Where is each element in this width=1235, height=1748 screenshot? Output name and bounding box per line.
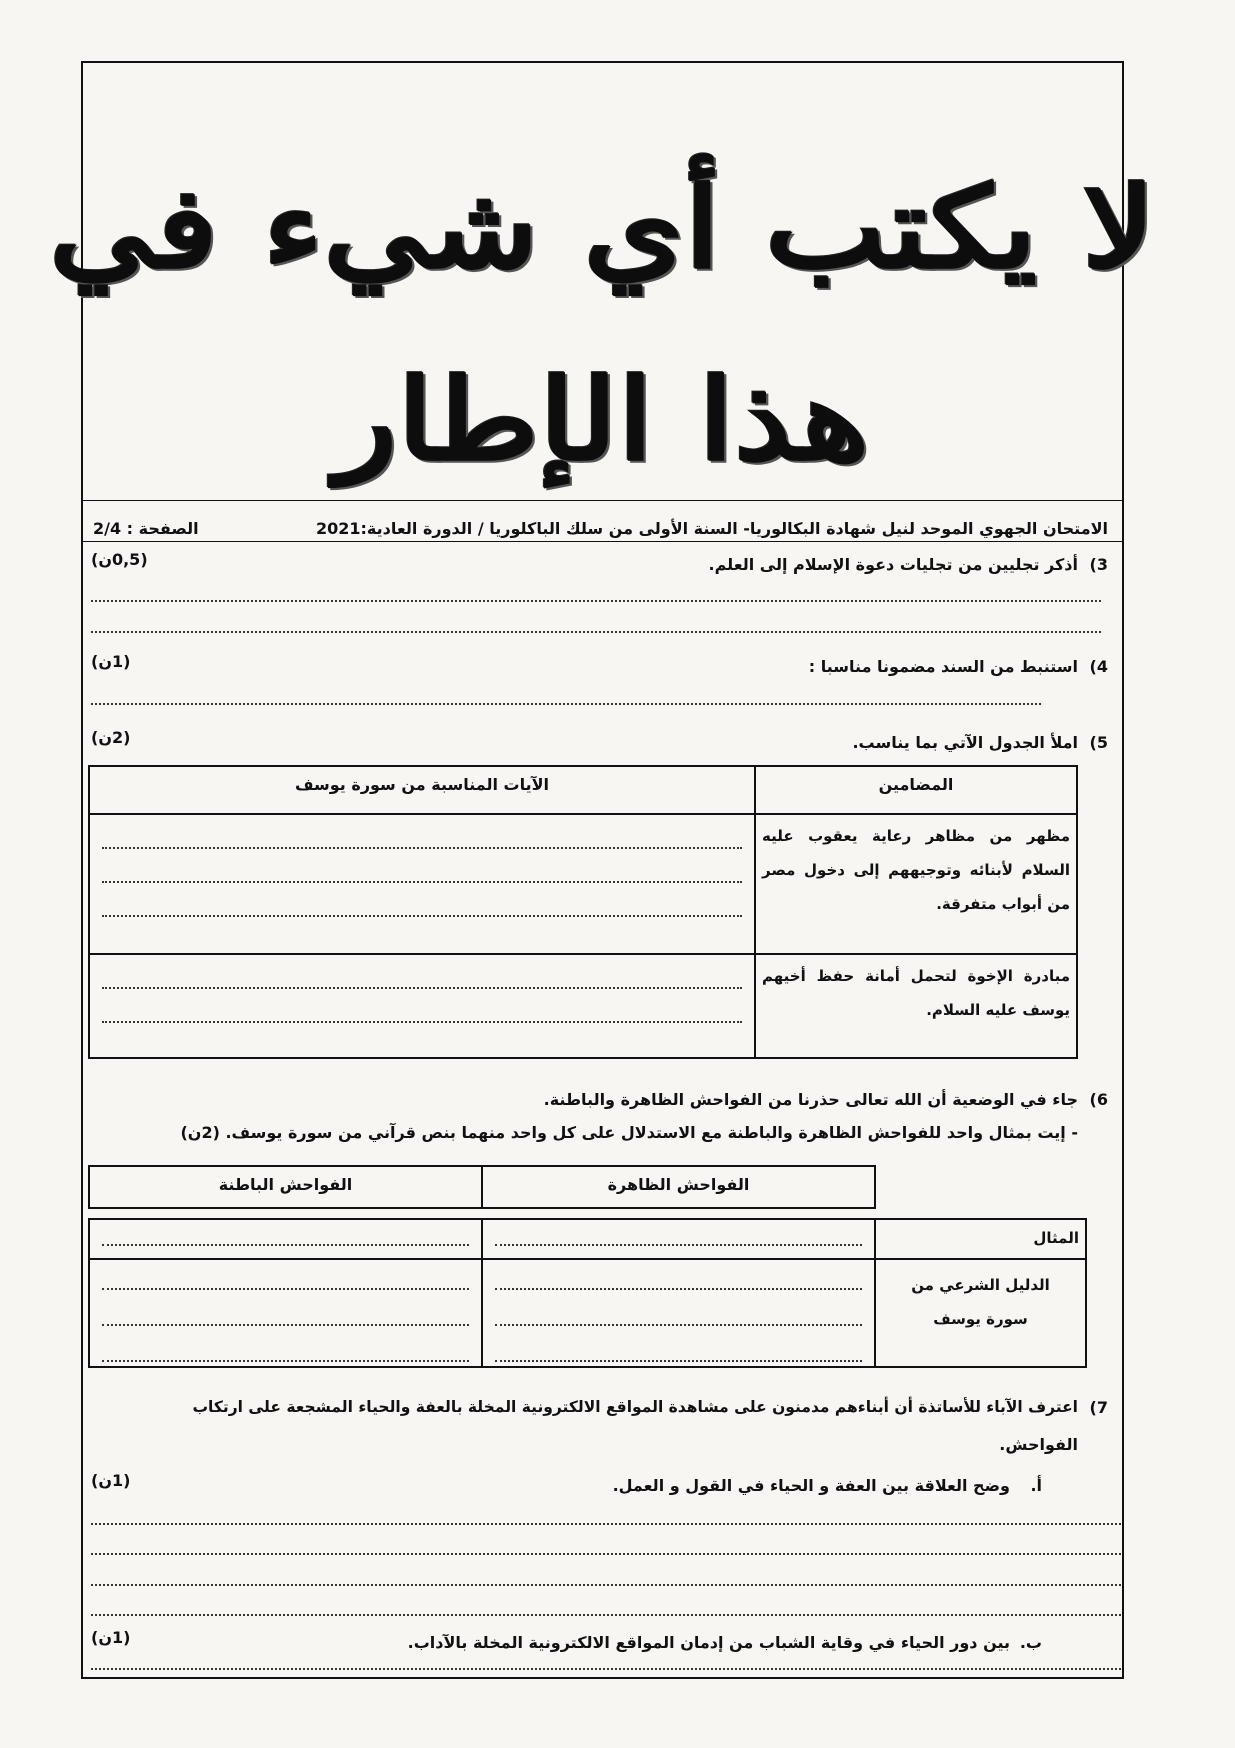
q6-header-apparent: الفواحش الظاهرة [481, 1165, 876, 1209]
answer-line[interactable] [91, 600, 1101, 602]
watermark-line1: لا يكتب أي شيء في [49, 163, 1156, 294]
q6-subtext: - إيت بمثال واحد للفواحش الظاهرة والباطنة مع الاستدلال على كل واحد منهما بنص قرآني من سورة يوسف. (2ن) [180, 1123, 1078, 1142]
q5-number: 5) [1089, 733, 1108, 752]
q6-number: 6) [1089, 1090, 1108, 1109]
q5-points: (2ن) [91, 728, 131, 747]
q7a-points: (1ن) [91, 1471, 131, 1490]
q7b-points: (1ن) [91, 1628, 131, 1647]
q6-row-evidence-label: الدليل الشرعي من سورة يوسف [874, 1258, 1087, 1368]
q5-text: املأ الجدول الآتي بما يناسب. [852, 733, 1078, 752]
q3-number: 3) [1089, 555, 1108, 574]
q6-evidence-apparent[interactable] [481, 1258, 876, 1368]
q6-header-hidden: الفواحش الباطنة [88, 1165, 483, 1209]
q7-text-line2: الفواحش. [999, 1435, 1078, 1454]
q6-evidence-hidden[interactable] [88, 1258, 483, 1368]
q3-points: (0,5ن) [91, 550, 148, 569]
answer-line[interactable] [91, 1614, 1121, 1616]
q4-points: (1ن) [91, 652, 131, 671]
q7b-label: ب. [1019, 1633, 1042, 1652]
answer-line[interactable] [91, 1668, 1121, 1670]
answer-line[interactable] [91, 1584, 1121, 1586]
q6-table [88, 1165, 1088, 1385]
q5-row1-content: مظهر من مظاهر رعاية يعقوب عليه السلام لأبنائه وتوجيههم إلى دخول مصر من أبواب متفرقة. [755, 814, 1077, 954]
q6-text: جاء في الوضعية أن الله تعالى حذرنا من الفواحش الظاهرة والباطنة. [543, 1090, 1078, 1109]
q4-text: استنبط من السند مضمونا مناسبا : [808, 657, 1078, 676]
page-frame [49, 61, 1156, 1679]
q7-number: 7) [1089, 1398, 1108, 1417]
q4-number: 4) [1089, 657, 1108, 676]
q5-header-verses: الآيات المناسبة من سورة يوسف [89, 766, 755, 814]
exam-divider [83, 541, 1122, 542]
q6-row-example-label: المثال [874, 1218, 1087, 1260]
q5-header-contents: المضامين [755, 766, 1077, 814]
q7a-label: أ. [1030, 1476, 1042, 1495]
exam-title: الامتحان الجهوي الموحد لنيل شهادة البكالوريا- السنة الأولى من سلك الباكلوريا / الدورة العادية:2021 [315, 519, 1108, 538]
answer-line[interactable] [91, 1523, 1121, 1525]
page-number: الصفحة : 2/4 [93, 519, 199, 538]
header-divider [83, 500, 1122, 501]
answer-line[interactable] [91, 703, 1041, 705]
q3-text: أذكر تجليين من تجليات دعوة الإسلام إلى العلم. [708, 555, 1078, 574]
q5-row2-content: مبادرة الإخوة لتحمل أمانة حفظ أخيهم يوسف عليه السلام. [755, 954, 1077, 1058]
answer-line[interactable] [91, 1553, 1121, 1555]
answer-line[interactable] [91, 631, 1101, 633]
q5-table [88, 765, 1078, 1059]
q7-text-line1: اعترف الآباء للأساتذة أن أبناءهم مدمنون على مشاهدة المواقع الالكترونية المخلة بالعفة والحياء المشجعة على ارتكاب [192, 1398, 1078, 1416]
q7b-text: بين دور الحياء في وقاية الشباب من إدمان المواقع الالكترونية المخلة بالآداب. [407, 1633, 1010, 1652]
q5-row2-answer[interactable] [89, 954, 755, 1058]
q6-example-apparent[interactable] [481, 1218, 876, 1260]
watermark-line2: هذا الإطار [335, 355, 870, 486]
no-writing-box [49, 63, 1156, 502]
q5-row1-answer[interactable] [89, 814, 755, 954]
q7a-text: وضح العلاقة بين العفة و الحياء في القول و العمل. [612, 1476, 1010, 1495]
q6-example-hidden[interactable] [88, 1218, 483, 1260]
